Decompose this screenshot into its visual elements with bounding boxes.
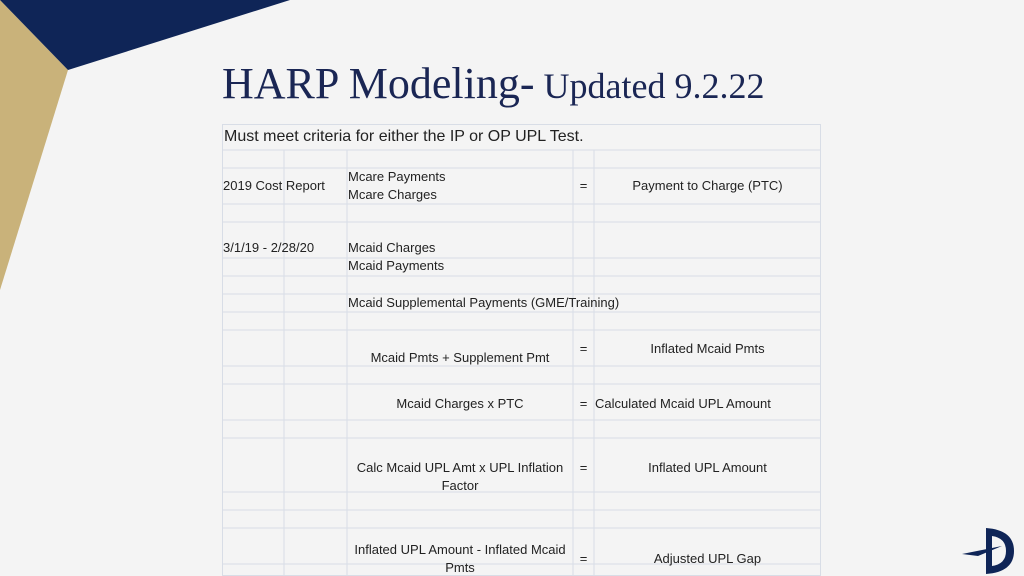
- inflated-upl-result: Inflated UPL Amount: [648, 460, 767, 475]
- mcare-payments: Mcare Payments: [348, 169, 446, 184]
- criteria-text: Must meet criteria for either the IP or OP UPL Test.: [224, 128, 584, 145]
- upl-gap-formula-line1: Inflated UPL Amount - Inflated Mcaid: [354, 542, 566, 557]
- upl-gap-formula: [344, 541, 576, 576]
- mcare-charges: Mcare Charges: [348, 187, 437, 202]
- equals-sign: =: [579, 341, 588, 356]
- title-sub: Updated 9.2.22: [534, 66, 765, 106]
- mcaid-charges: Mcaid Charges: [348, 240, 436, 255]
- slide-title: [222, 58, 764, 109]
- inflated-pmts-formula: Mcaid Pmts + Supplement Pmt: [370, 350, 550, 365]
- upl-amount-formula: Mcaid Charges x PTC: [396, 396, 524, 411]
- upl-gap-formula-line2: Pmts: [445, 560, 475, 575]
- equals-sign: =: [579, 178, 588, 193]
- title-main: HARP Modeling-: [222, 59, 535, 108]
- inflated-pmts-result: Inflated Mcaid Pmts: [650, 341, 765, 356]
- equals-sign: =: [579, 460, 588, 475]
- mcaid-payments: Mcaid Payments: [348, 258, 445, 273]
- inflated-upl-formula: [347, 459, 573, 495]
- date-range-label: 3/1/19 - 2/28/20: [223, 240, 315, 255]
- inflated-upl-formula-line1: Calc Mcaid UPL Amt x UPL Inflation: [356, 460, 564, 475]
- equals-sign: =: [579, 551, 588, 566]
- inflated-upl-formula-line2: Factor: [441, 478, 479, 493]
- upl-gap-result: Adjusted UPL Gap: [653, 551, 762, 566]
- cost-report-label: 2019 Cost Report: [223, 178, 325, 193]
- upl-amount-result: Calculated Mcaid UPL Amount: [595, 396, 771, 411]
- equals-sign: =: [579, 396, 588, 411]
- formula-table: [222, 124, 821, 576]
- ptc-result: Payment to Charge (PTC): [632, 178, 783, 193]
- company-logo-icon: [962, 524, 1020, 576]
- supplemental-payments: Mcaid Supplemental Payments (GME/Training): [348, 295, 620, 310]
